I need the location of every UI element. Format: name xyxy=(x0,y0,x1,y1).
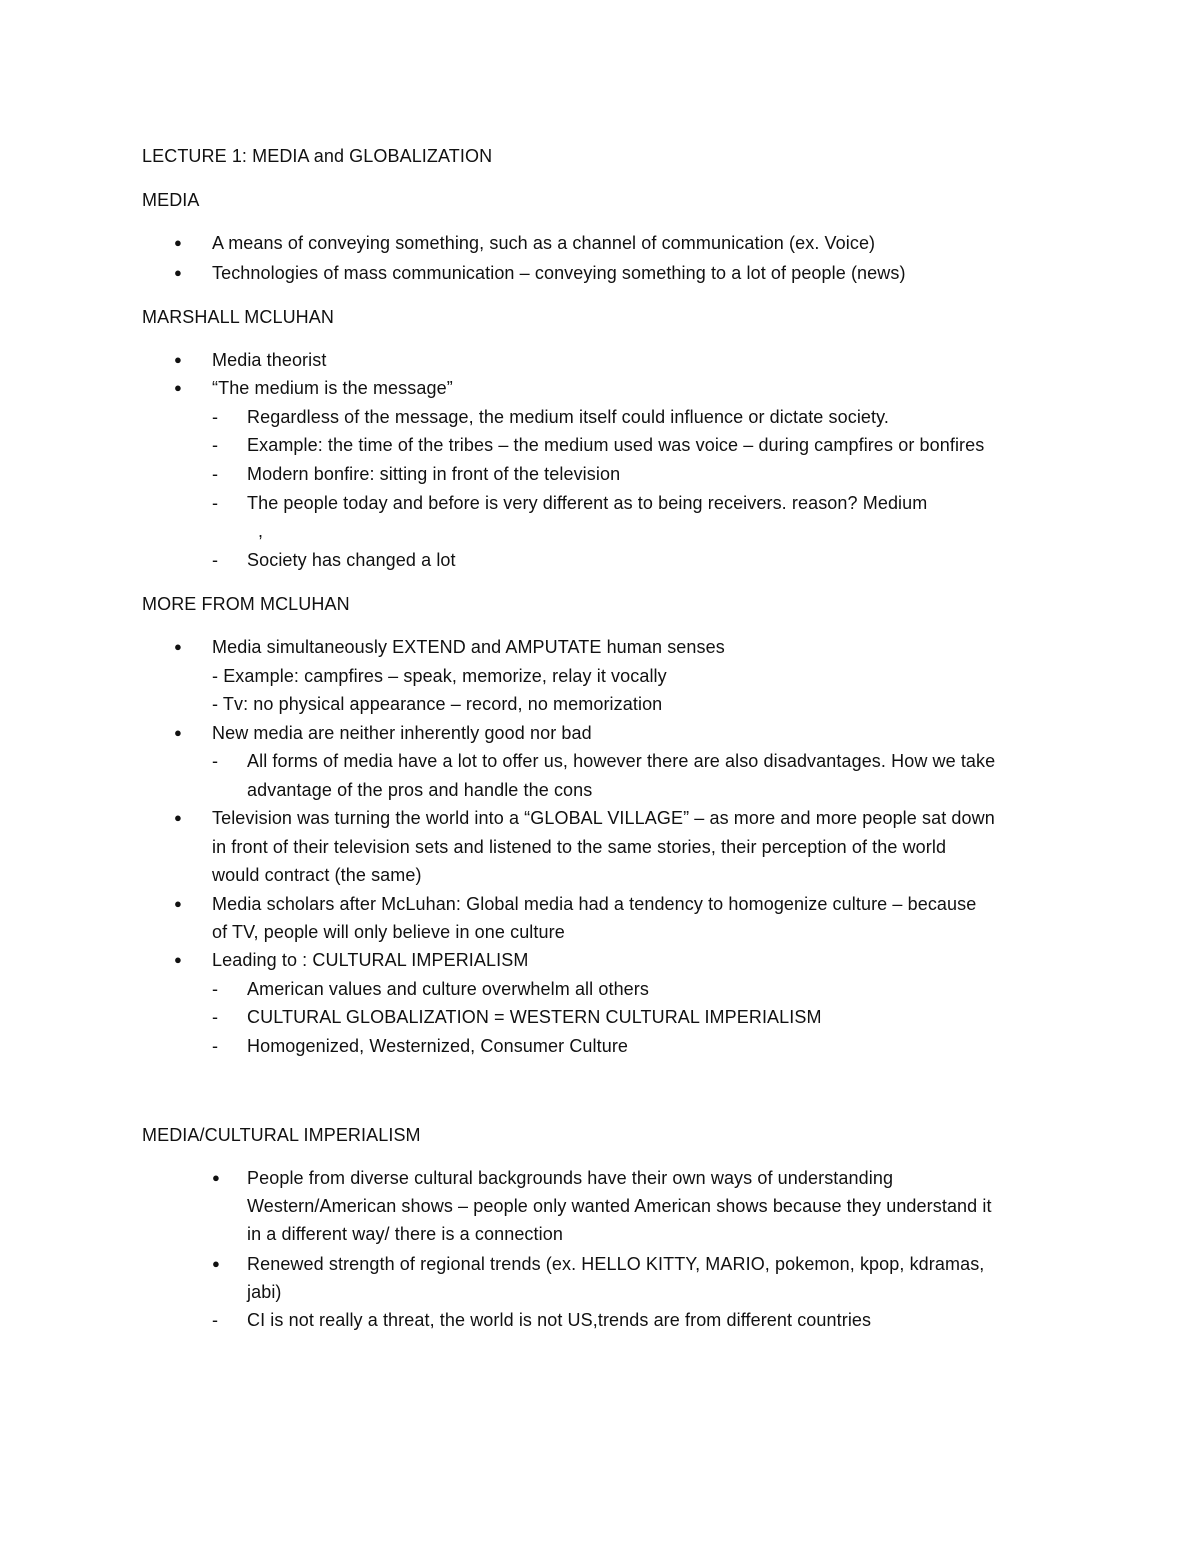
bullet-icon: ● xyxy=(174,952,182,967)
sub-list-item: American values and culture overwhelm all others xyxy=(247,979,649,999)
dash-marker-icon: - xyxy=(212,1310,218,1330)
dash-marker-icon: - xyxy=(212,1036,218,1056)
dash-marker-icon: - xyxy=(212,493,218,513)
section-heading-more-mcluhan: MORE FROM MCLUHAN xyxy=(142,594,350,614)
bullet-icon: ● xyxy=(174,235,182,250)
dash-marker-icon: - xyxy=(212,435,218,455)
dash-marker-icon: - xyxy=(212,464,218,484)
section-heading-mcluhan: MARSHALL MCLUHAN xyxy=(142,307,334,327)
dash-marker-icon: - xyxy=(212,751,218,771)
dash-marker-icon: - xyxy=(212,550,218,570)
list-item: Media scholars after McLuhan: Global media had a tendency to homogenize culture – because xyxy=(212,894,977,914)
sub-list-item: Modern bonfire: sitting in front of the television xyxy=(247,464,621,484)
list-item: Media theorist xyxy=(212,350,327,370)
sub-list-item: Regardless of the message, the medium itself could influence or dictate society. xyxy=(247,407,889,427)
list-item-continuation: of TV, people will only believe in one culture xyxy=(212,922,565,942)
bullet-icon: ● xyxy=(174,639,182,654)
bullet-icon: ● xyxy=(212,1256,220,1271)
list-item-continuation: - Example: campfires – speak, memorize, relay it vocally xyxy=(212,666,667,686)
list-item: “The medium is the message” xyxy=(212,378,453,398)
list-item-continuation: jabi) xyxy=(247,1282,282,1302)
bullet-icon: ● xyxy=(174,265,182,280)
dash-marker-icon: - xyxy=(212,979,218,999)
sub-list-item-continuation: , xyxy=(258,521,264,541)
list-item: Technologies of mass communication – conveying something to a lot of people (news) xyxy=(212,263,906,283)
list-item: Television was turning the world into a “GLOBAL VILLAGE” – as more and more people sat down xyxy=(212,808,995,828)
lecture-title: LECTURE 1: MEDIA and GLOBALIZATION xyxy=(142,146,493,166)
section-heading-cultural-imperialism: MEDIA/CULTURAL IMPERIALISM xyxy=(142,1125,421,1145)
list-item: People from diverse cultural backgrounds have their own ways of understanding xyxy=(247,1168,894,1188)
dash-marker-icon: - xyxy=(212,407,218,427)
bullet-icon: ● xyxy=(174,352,182,367)
list-item: Renewed strength of regional trends (ex. HELLO KITTY, MARIO, pokemon, kpop, kdramas, xyxy=(247,1254,985,1274)
list-item-continuation: in front of their television sets and listened to the same stories, their perception of the world xyxy=(212,837,947,857)
list-item-continuation: Western/American shows – people only wanted American shows because they understand it xyxy=(247,1196,992,1216)
list-item-continuation: would contract (the same) xyxy=(212,865,422,885)
sub-list-item: CI is not really a threat, the world is not US,trends are from different countries xyxy=(247,1310,872,1330)
list-item: A means of conveying something, such as a channel of communication (ex. Voice) xyxy=(212,233,876,253)
section-heading-media: MEDIA xyxy=(142,190,200,210)
list-item: Media simultaneously EXTEND and AMPUTATE human senses xyxy=(212,637,725,657)
bullet-icon: ● xyxy=(174,725,182,740)
bullet-icon: ● xyxy=(212,1170,220,1185)
list-item-continuation: in a different way/ there is a connection xyxy=(247,1224,563,1244)
sub-list-item: All forms of media have a lot to offer us, however there are also disadvantages. How we take xyxy=(247,751,996,771)
sub-list-item: Example: the time of the tribes – the medium used was voice – during campfires or bonfires xyxy=(247,435,985,455)
bullet-icon: ● xyxy=(174,810,182,825)
sub-list-item: CULTURAL GLOBALIZATION = WESTERN CULTURAL IMPERIALISM xyxy=(247,1007,822,1027)
sub-list-item: Society has changed a lot xyxy=(247,550,456,570)
sub-list-item: The people today and before is very different as to being receivers. reason? Medium xyxy=(247,493,928,513)
list-item: New media are neither inherently good nor bad xyxy=(212,723,592,743)
sub-list-item: Homogenized, Westernized, Consumer Culture xyxy=(247,1036,629,1056)
bullet-icon: ● xyxy=(174,380,182,395)
list-item-continuation: - Tv: no physical appearance – record, no memorization xyxy=(212,694,663,714)
list-item: Leading to : CULTURAL IMPERIALISM xyxy=(212,950,529,970)
sub-list-item-continuation: advantage of the pros and handle the cons xyxy=(247,780,593,800)
dash-marker-icon: - xyxy=(212,1007,218,1027)
bullet-icon: ● xyxy=(174,896,182,911)
